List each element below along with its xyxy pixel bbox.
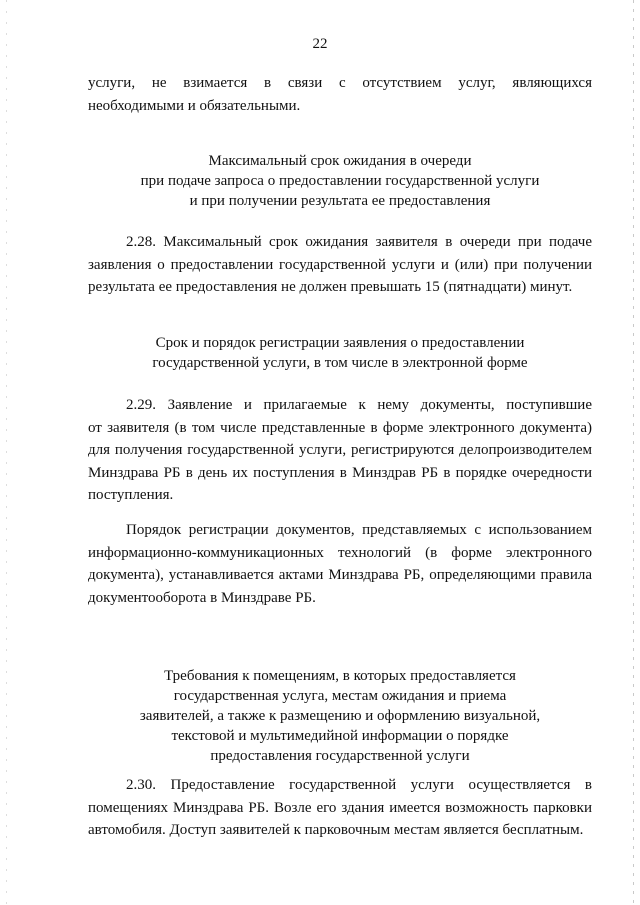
heading-line: Максимальный срок ожидания в очереди xyxy=(208,153,472,169)
text-line: необходимыми и обязательными. xyxy=(88,97,301,114)
heading-line: и при получении результата ее предоставления xyxy=(189,193,491,209)
text-line: помещениях Минздрава РБ. Возле его здания имеется возможность парковки xyxy=(88,799,592,816)
intro-paragraph xyxy=(88,72,592,117)
section-heading-waiting xyxy=(88,151,592,211)
text-line: 2.28. Максимальный срок ожидания заявителя в очереди при подаче xyxy=(126,234,592,250)
section-heading-registration xyxy=(88,333,592,373)
paragraph-registration-procedure xyxy=(88,519,592,609)
paragraph-2-29 xyxy=(88,394,592,507)
page-number: 22 xyxy=(312,36,328,52)
section-heading-premises xyxy=(88,666,592,766)
text-line: Порядок регистрации документов, представляемых с использованием xyxy=(126,522,592,538)
heading-line: предоставления государственной услуги xyxy=(210,748,470,764)
heading-line: государственной услуги, в том числе в электронной форме xyxy=(152,355,528,371)
text-line: 2.30. Предоставление государственной услуги осуществляется в xyxy=(126,777,592,793)
heading-line: заявителей, а также к размещению и оформлению визуальной, xyxy=(139,708,541,724)
heading-line: Требования к помещениям, в которых предоставляется xyxy=(164,668,516,684)
paragraph-2-30 xyxy=(88,774,592,842)
text-line: Минздрава РБ в день их поступления в Минздрав РБ в порядке очередности xyxy=(88,464,592,481)
heading-line: государственная услуга, местам ожидания и приема xyxy=(173,688,507,704)
text-line: услуги, не взимается в связи с отсутствием услуг, являющихся xyxy=(88,75,592,91)
heading-line: при подаче запроса о предоставлении государственной услуги xyxy=(140,173,540,189)
paragraph-2-28 xyxy=(88,231,592,299)
scan-edge-left xyxy=(6,0,7,905)
text-line: поступления. xyxy=(88,487,174,503)
text-line: для получения государственной услуги, регистрируются делопроизводителем xyxy=(88,442,592,458)
text-line: 2.29. Заявление и прилагаемые к нему документы, поступившие xyxy=(126,397,592,413)
text-line: документооборота в Минздраве РБ. xyxy=(88,589,316,606)
text-line: результата ее предоставления не должен превышать 15 (пятнадцати) минут. xyxy=(88,279,573,295)
text-line: от заявителя (в том числе представленные в форме электронного документа) xyxy=(88,419,592,436)
text-line: документа), устанавливается актами Минздрава РБ, определяющими правила xyxy=(88,567,592,583)
text-line: информационно-коммуникационных технологий (в форме электронного xyxy=(88,544,592,561)
heading-line: Срок и порядок регистрации заявления о предоставлении xyxy=(155,335,525,351)
heading-line: текстовой и мультимедийной информации о порядке xyxy=(171,728,509,744)
scan-edge-right xyxy=(633,0,634,905)
text-line: автомобиля. Доступ заявителей к парковочным местам является бесплатным. xyxy=(88,822,584,838)
text-line: заявления о предоставлении государственной услуги и (или) при получении xyxy=(88,256,592,273)
